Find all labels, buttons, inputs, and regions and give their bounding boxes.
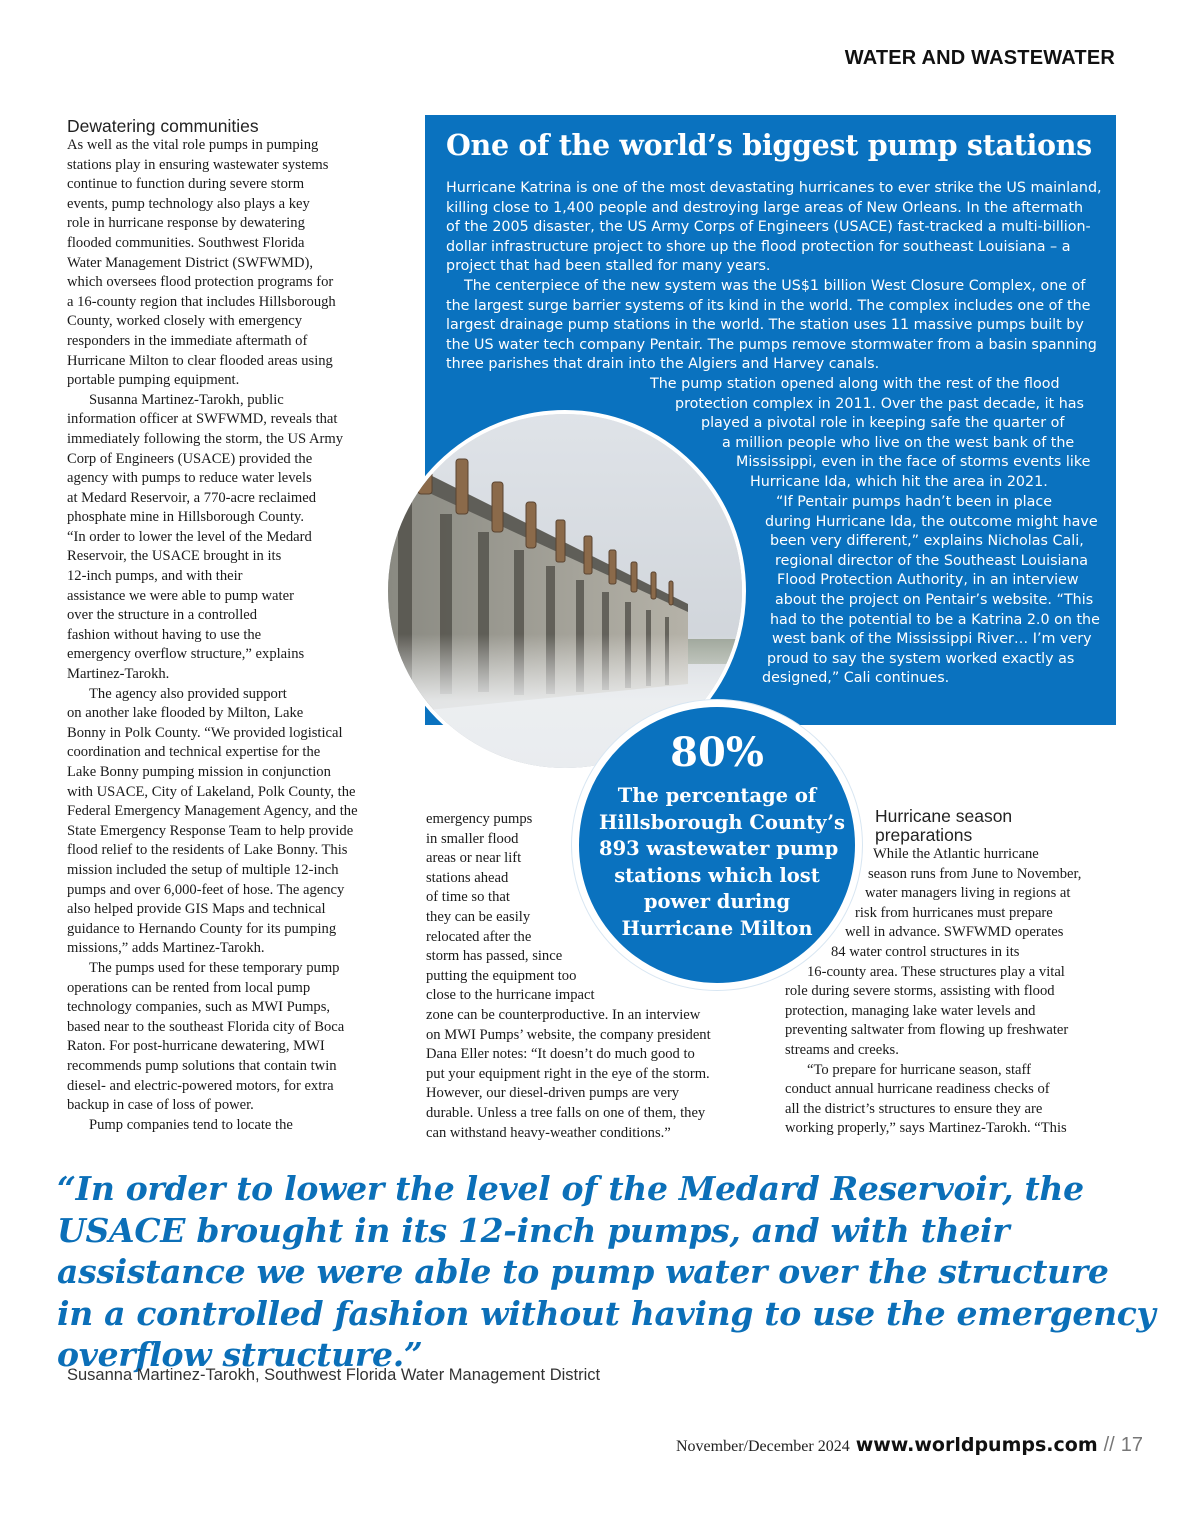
pull-quote-attribution: Susanna Martinez-Tarokh, Southwest Florida Water Management District: [67, 1366, 601, 1384]
text-line: “In order to lower the level of the Medard Reservoir, the: [57, 1169, 1084, 1208]
text-line: Federal Emergency Management Agency, and the: [67, 803, 358, 820]
text-line: about the project on Pentair’s website. “This: [775, 591, 1094, 608]
subhead-line-2: preparations: [875, 825, 973, 845]
text-line: with USACE, City of Lakeland, Polk County, the: [67, 783, 356, 800]
text-line: The agency also provided support: [89, 685, 287, 702]
text-line: diesel- and electric-powered motors, for extra: [67, 1077, 334, 1094]
text-line: Hurricane Milton: [621, 916, 813, 940]
issue-date: November/December 2024: [675, 1438, 850, 1455]
text-line: over the structure in a controlled: [67, 607, 258, 624]
right-column: [785, 807, 1120, 1139]
text-line: preventing saltwater from flowing up freshwater: [785, 1022, 1069, 1039]
text-line: the US water tech company Pentair. The pumps remove stormwater from a basin spanning: [446, 336, 1097, 353]
text-line: storm has passed, since: [426, 948, 563, 965]
text-line: stations ahead: [426, 869, 509, 886]
website-link[interactable]: www.worldpumps.com: [855, 1434, 1098, 1456]
text-line: pumps and over 6,000-feet of hose. The agency: [67, 881, 345, 898]
text-line: put your equipment right in the eye of the storm.: [426, 1065, 710, 1082]
text-line: Hurricane Milton to clear flooded areas using: [67, 352, 333, 369]
text-line: also helped provide GIS Maps and technical: [67, 901, 326, 918]
text-line: 84 water control structures in its: [831, 943, 1020, 960]
text-line: streams and creeks.: [785, 1041, 899, 1058]
text-line: protection, managing lake water levels and: [785, 1002, 1036, 1019]
text-line: portable pumping equipment.: [67, 372, 240, 389]
text-line: areas or near lift: [426, 850, 522, 867]
stat-value: 80%: [670, 729, 764, 776]
text-line: operations can be rented from local pump: [67, 979, 311, 996]
text-line: The percentage of: [617, 784, 817, 807]
left-paragraph-5: [67, 1116, 402, 1136]
text-line: well in advance. SWFWMD operates: [845, 924, 1064, 941]
text-line: information officer at SWFWMD, reveals that: [67, 411, 338, 428]
text-line: Susanna Martinez-Tarokh, public: [89, 391, 284, 408]
text-line: durable. Unless a tree falls on one of them, they: [426, 1104, 706, 1121]
text-line: agency with pumps to reduce water levels: [67, 470, 312, 487]
text-line: been very different,” explains Nicholas Cali,: [770, 533, 1084, 550]
right-paragraph-1: [785, 845, 1120, 1061]
text-line: of the 2005 disaster, the US Army Corps of Engineers (USACE) fast-tracked a multi-billion-: [446, 219, 1091, 236]
middle-paragraph: [426, 810, 771, 1143]
sidebar-title: One of the world’s biggest pump stations: [446, 128, 1092, 162]
text-line: County, worked closely with emergency: [67, 313, 303, 330]
text-line: relocated after the: [426, 928, 532, 945]
section-label: WATER AND WASTEWATER: [844, 47, 1115, 69]
text-line: 16-county area. These structures play a vital: [807, 963, 1065, 980]
left-paragraph-4: [67, 959, 402, 1116]
subhead-line-1: Hurricane season: [875, 806, 1013, 826]
text-line: which oversees flood protection programs for: [67, 274, 334, 291]
text-line: water managers living in regions at: [865, 885, 1071, 902]
text-line: role in hurricane response by dewatering: [67, 215, 305, 232]
text-line: role during severe storms, assisting with flood: [785, 983, 1055, 1000]
text-line: all the district’s structures to ensure they are: [785, 1100, 1043, 1117]
text-line: a 16-county region that includes Hillsborough: [67, 293, 336, 310]
text-line: largest drainage pump stations in the world. The station uses 11 massive pumps built by: [446, 317, 1084, 334]
text-line: Dana Eller notes: “It doesn’t do much good to: [426, 1046, 695, 1063]
sidebar-paragraph-2: [446, 277, 1106, 375]
text-line: technology companies, such as MWI Pumps,: [67, 999, 331, 1016]
text-line: “If Pentair pumps hadn’t been in place: [776, 494, 1053, 510]
text-line: Lake Bonny pumping mission in conjunction: [67, 764, 331, 780]
text-line: close to the hurricane impact: [426, 987, 595, 1004]
text-line: designed,” Cali continues.: [762, 670, 950, 687]
text-line: project that had been stalled for many years.: [446, 258, 771, 275]
text-line: Bonny in Polk County. “We provided logistical: [67, 724, 343, 741]
text-line: The centerpiece of the new system was the US$1 billion West Closure Complex, one of: [464, 277, 1086, 294]
text-line: putting the equipment too: [426, 967, 577, 984]
text-line: missions,” adds Martinez-Tarokh.: [67, 940, 265, 957]
text-line: risk from hurricanes must prepare: [855, 904, 1053, 921]
text-line: State Emergency Response Team to help provide: [67, 822, 354, 839]
text-line: responders in the immediate aftermath of: [67, 332, 308, 349]
left-column: [67, 117, 402, 1135]
text-line: mission included the setup of multiple 12-inch: [67, 861, 339, 878]
text-line: Pump companies tend to locate the: [89, 1116, 293, 1133]
left-paragraph-3: [67, 685, 402, 959]
text-line: Water Management District (SWFWMD),: [67, 254, 314, 271]
text-line: can withstand heavy-weather conditions.”: [426, 1124, 671, 1141]
text-line: “To prepare for hurricane season, staff: [807, 1061, 1031, 1078]
text-line: power during: [643, 890, 791, 913]
text-line: As well as the vital role pumps in pumping: [67, 137, 319, 153]
text-line: regional director of the Southeast Louisiana: [775, 552, 1089, 569]
text-line: stations which lost: [614, 863, 820, 887]
text-line: on another lake flooded by Milton, Lake: [67, 705, 304, 722]
text-line: guidance to Hernando County for its pumping: [67, 920, 337, 937]
text-line: recommends pump solutions that contain twin: [67, 1057, 337, 1074]
left-paragraph-2: [67, 391, 402, 685]
text-line: had to the potential to be a Katrina 2.0 on the: [770, 611, 1100, 628]
text-line: conduct annual hurricane readiness checks of: [785, 1081, 1050, 1098]
text-line: Flood Protection Authority, in an interview: [777, 572, 1079, 589]
text-line: Hurricane Katrina is one of the most devastating hurricanes to ever strike the US mainland,: [446, 180, 1102, 196]
text-line: west bank of the Mississippi River… I’m very: [772, 631, 1092, 648]
text-line: emergency pumps: [426, 811, 533, 827]
text-line: While the Atlantic hurricane: [873, 846, 1039, 862]
text-line: 12-inch pumps, and with their: [67, 568, 243, 585]
middle-column: [426, 810, 771, 1143]
text-line: emergency overflow structure,” explains: [67, 646, 305, 663]
sidebar-paragraph-1: [446, 179, 1106, 277]
footer-separator: //: [1103, 1434, 1115, 1456]
text-line: events, pump technology also plays a key: [67, 195, 310, 212]
text-line: fashion without having to use the: [67, 626, 262, 643]
text-line: stations play in ensuring wastewater systems: [67, 156, 329, 173]
text-line: a million people who live on the west bank of the: [722, 434, 1075, 451]
text-line: flooded communities. Southwest Florida: [67, 234, 305, 251]
text-line: 893 wastewater pump: [599, 837, 839, 860]
text-line: they can be easily: [426, 908, 531, 925]
text-line: working properly,” says Martinez-Tarokh. “This: [785, 1120, 1067, 1137]
text-line: USACE brought in its 12-inch pumps, and with their: [57, 1210, 1010, 1250]
text-line: the largest surge barrier systems of its kind in the world. The complex includes one of the: [446, 297, 1091, 314]
text-line: “In order to lower the level of the Medard: [67, 528, 312, 545]
text-line: flood relief to the residents of Lake Bonny. This: [67, 842, 348, 859]
text-line: Hillsborough County’s: [599, 810, 846, 834]
text-line: dollar infrastructure project to shore up the flood protection for southeast Louisiana – a: [446, 238, 1071, 255]
text-line: assistance we were able to pump water: [67, 587, 294, 604]
left-paragraph-1: [67, 136, 402, 391]
subhead-dewatering: Dewatering communities: [67, 116, 259, 136]
sidebar-text-top: [446, 179, 1106, 375]
text-line: The pump station opened along with the rest of the flood: [650, 376, 1060, 392]
page-number: 17: [1120, 1434, 1143, 1456]
text-line: based near to the southeast Florida city of Boca: [67, 1018, 345, 1035]
text-line: zone can be counterproductive. In an interview: [426, 1006, 701, 1023]
text-line: Corp of Engineers (USACE) provided the: [67, 450, 313, 467]
text-line: season runs from June to November,: [868, 865, 1082, 882]
text-line: Hurricane Ida, which hit the area in 2021.: [750, 473, 1048, 490]
text-line: Reservoir, the USACE brought in its: [67, 548, 282, 565]
text-line: killing close to 1,400 people and destroying large areas of New Orleans. In the aftermath: [446, 199, 1084, 216]
text-line: three parishes that drain into the Algiers and Harvey canals.: [446, 356, 880, 373]
text-line: of time so that: [426, 889, 510, 906]
page-footer: [676, 1434, 1143, 1457]
text-line: Mississippi, even in the face of storms events like: [736, 454, 1091, 471]
text-line: in a controlled fashion without having to use the emergency: [57, 1293, 1156, 1333]
text-line: in smaller flood: [426, 830, 519, 847]
text-line: coordination and technical expertise for the: [67, 744, 321, 761]
text-line: on MWI Pumps’ website, the company president: [426, 1026, 711, 1043]
right-paragraph-2: [785, 1061, 1120, 1139]
text-line: backup in case of loss of power.: [67, 1097, 254, 1114]
pull-quote: [57, 1168, 1156, 1376]
text-line: Raton. For post-hurricane dewatering, MWI: [67, 1038, 325, 1055]
text-line: The pumps used for these temporary pump: [89, 959, 340, 976]
text-line: However, our diesel-driven pumps are very: [426, 1085, 680, 1102]
text-line: continue to function during severe storm: [67, 176, 305, 193]
text-line: during Hurricane Ida, the outcome might have: [765, 513, 1098, 530]
text-line: proud to say the system worked exactly as: [767, 650, 1075, 667]
text-line: Martinez-Tarokh.: [67, 666, 170, 683]
text-line: played a pivotal role in keeping safe the quarter of: [701, 415, 1065, 432]
text-line: phosphate mine in Hillsborough County.: [67, 509, 304, 526]
subhead-hurricane-season: [875, 807, 1120, 845]
text-line: assistance we were able to pump water over the structure: [57, 1252, 1109, 1291]
text-line: immediately following the storm, the US Army: [67, 430, 344, 447]
text-line: protection complex in 2011. Over the past decade, it has: [675, 395, 1084, 412]
text-line: overflow structure.”: [57, 1335, 423, 1374]
text-line: at Medard Reservoir, a 770-acre reclaimed: [67, 489, 317, 506]
